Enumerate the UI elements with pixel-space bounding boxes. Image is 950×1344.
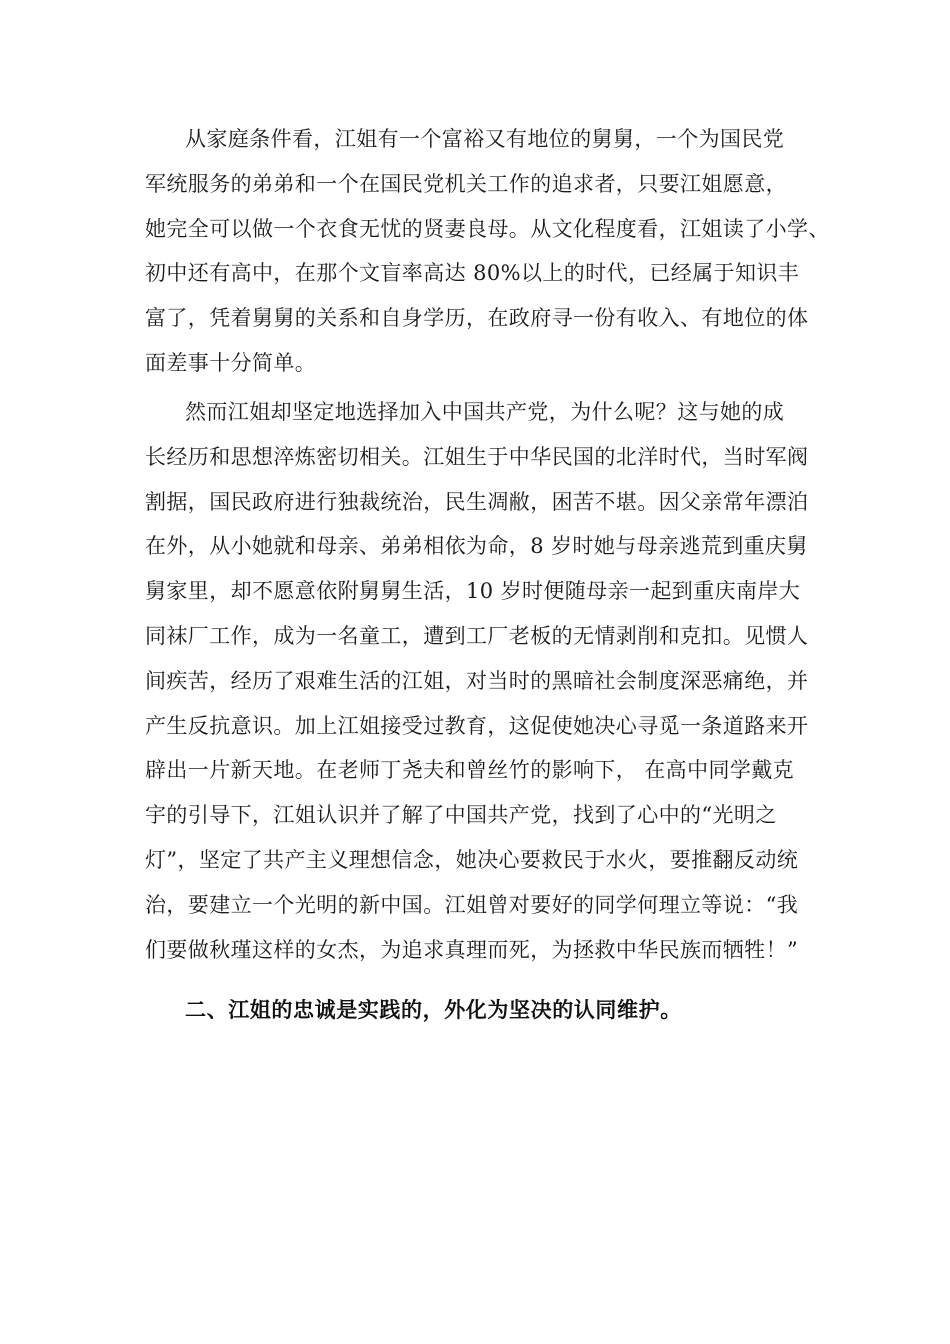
paragraph-line: 初中还有高中，在那个文盲率高达 80%以上的时代，已经属于知识丰 [145,261,800,286]
paragraph-line: 灯”，坚定了共产主义理想信念，她决心要救民于水火，要推翻反动统 [145,847,799,872]
paragraph-line: 割据，国民政府进行独裁统治，民生凋敝，困苦不堪。因父亲常年漂泊 [145,489,809,514]
paragraph-choice-of-party [145,390,845,972]
section-heading: 二、江姐的忠诚是实践的，外化为坚决的认同维护。 [185,998,682,1022]
paragraph-line: 们要做秋瑾这样的女杰，为追求真理而死，为拯救中华民族而牺牲！” [145,937,799,962]
paragraph-line: 她完全可以做一个衣食无忧的贤妻良母。从文化程度看，江姐读了小学、 [145,216,830,241]
paragraph-line: 在外，从小她就和母亲、弟弟相依为命，8 岁时她与母亲逃荒到重庆舅 [145,534,808,559]
paragraph-family-background [145,117,845,386]
paragraph-line: 面差事十分简单。 [145,350,317,375]
paragraph-line: 治，要建立一个光明的新中国。江姐曾对要好的同学何理立等说：“我 [145,892,799,917]
paragraph-line: 从家庭条件看，江姐有一个富裕又有地位的舅舅，一个为国民党 [185,127,785,151]
paragraph-line: 产生反抗意识。加上江姐接受过教育，这促使她决心寻觅一条道路来开 [145,713,809,738]
paragraph-line: 富了，凭着舅舅的关系和自身学历，在政府寻一份有收入、有地位的体 [145,306,809,331]
paragraph-line: 然而江姐却坚定地选择加入中国共产党，为什么呢？这与她的成 [185,400,785,424]
paragraph-line: 宇的引导下，江姐认识并了解了中国共产党，找到了心中的“光明之 [145,803,777,828]
paragraph-line: 辟出一片新天地。在老师丁尧夫和曾丝竹的影响下， 在高中同学戴克 [145,758,795,783]
paragraph-line: 军统服务的弟弟和一个在国民党机关工作的追求者，只要江姐愿意， [145,171,787,196]
paragraph-line: 间疾苦，经历了艰难生活的江姐，对当时的黑暗社会制度深恶痛绝，并 [145,668,809,693]
paragraph-line: 同袜厂工作，成为一名童工，遭到工厂老板的无情剥削和克扣。见惯人 [145,623,809,648]
paragraph-line: 长经历和思想淬炼密切相关。江姐生于中华民国的北洋时代，当时军阀 [145,444,809,469]
paragraph-line: 舅家里，却不愿意依附舅舅生活，10 岁时便随母亲一起到重庆南岸大 [145,579,801,604]
